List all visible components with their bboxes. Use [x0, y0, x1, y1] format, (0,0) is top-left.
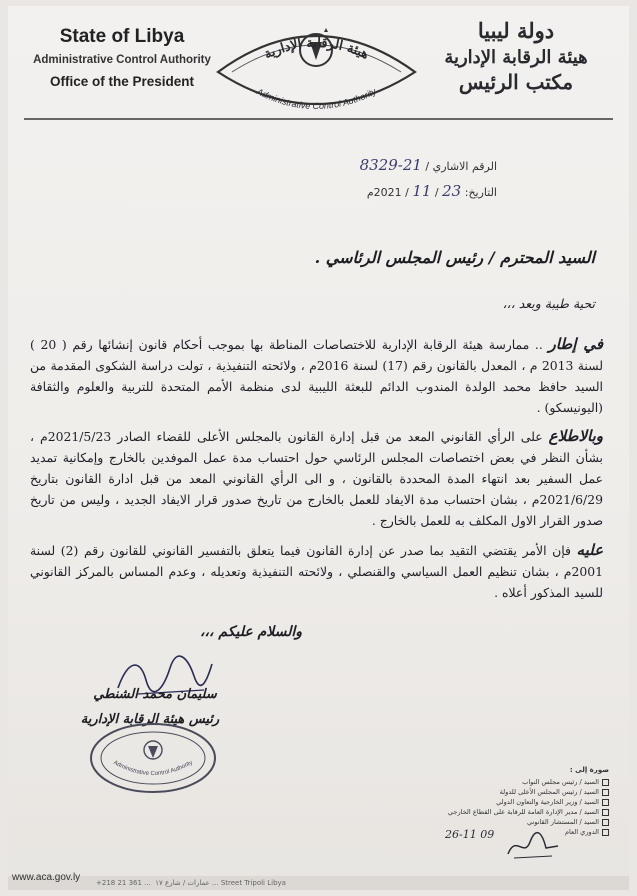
- paragraph-1-lead: في إطار: [548, 335, 603, 353]
- paragraph-1: [30, 334, 603, 418]
- signatory-title: رئيس هيئة الرقابة الإدارية: [80, 712, 220, 727]
- svg-text:هيئة الرقابة الإدارية: [262, 36, 371, 63]
- cc-item: السيد / رئيس المجلس الأعلى للدولة: [375, 787, 609, 797]
- official-seal: [86, 720, 220, 796]
- paragraph-2: [30, 426, 603, 531]
- closing-line: والسلام عليكم ،،،: [200, 624, 302, 640]
- logo-text-ar: هيئة الرقابة الإدارية: [262, 35, 371, 63]
- cc-item: السيد / مدير الإدارة العامة للرقابة على القطاع الخارجي: [375, 807, 609, 817]
- reference-number: 21-8329: [359, 156, 422, 174]
- handwritten-code: 26-11 09: [445, 828, 495, 841]
- office-name-ar: مكتب الرئيس: [458, 70, 574, 94]
- paragraph-2-lead: وبالاطلاع: [548, 427, 604, 445]
- seal-text: Administrative Control Authority: [112, 759, 194, 778]
- checkbox-icon: [602, 819, 609, 826]
- paragraph-3-text: فإن الأمر يقتضي التقيد بما صدر عن إدارة القانون فيما يتعلق بالتفسير القانوني للقانون رقم (2) لسنة 2001م ، بشان تنظيم العمل السياسي والقنصلي ، ولائحته التنفيذية وتعديله ، وعدم المساس بالمركز القانوني للسيد المذكور أعلاه .: [30, 543, 604, 600]
- state-name-en: State of Libya: [59, 26, 185, 47]
- date-year: 2021م: [366, 186, 402, 199]
- handwritten-initials: [502, 824, 562, 864]
- svg-text:Administrative Control Authori: [254, 86, 378, 111]
- paragraph-3-lead: عليه: [576, 541, 604, 559]
- paragraph-3: [30, 540, 603, 603]
- reference-label: الرقم الاشاري /: [425, 160, 497, 173]
- date-day: 23: [442, 182, 462, 200]
- authority-name-en: Administrative Control Authority: [33, 54, 211, 66]
- authority-logo: [214, 14, 419, 116]
- office-name-en: Office of the President: [49, 74, 195, 89]
- date-label: التاريخ:: [464, 186, 497, 199]
- reference-number-line: [360, 152, 497, 178]
- salutation: السيد المحترم / رئيس المجلس الرئاسي .: [314, 248, 595, 267]
- header-divider: [24, 118, 613, 120]
- checkbox-icon: [602, 799, 609, 806]
- logo-text-en: Administrative Control Authority: [255, 86, 378, 112]
- signatory-name: سليمان محمد الشنطي: [93, 687, 217, 702]
- cc-item: السيد / وزير الخارجية والتعاون الدولي: [375, 797, 609, 807]
- cc-list: [375, 766, 609, 841]
- reference-date-line: التاريخ: 23 / 11 / 2021م: [366, 182, 497, 200]
- footer-contact: +218 21 361 ... ‎ ۱۷ عمارات / شارع ... Street Tripoli Libya: [96, 879, 286, 887]
- checkbox-icon: [602, 809, 609, 816]
- greeting: تحية طيبة وبعد ،،،: [502, 296, 595, 311]
- reference-block: [360, 152, 497, 204]
- checkbox-icon: [602, 789, 609, 796]
- svg-text:Administrative Control Authori: [112, 760, 193, 777]
- cc-item: الدوري العام: [375, 827, 609, 837]
- footer-website[interactable]: www.aca.gov.ly: [12, 872, 81, 883]
- cc-item: السيد / المستشار القانوني: [375, 817, 609, 827]
- date-month: 11: [412, 182, 432, 200]
- checkbox-icon: [602, 829, 609, 836]
- header-english: [32, 26, 212, 89]
- paragraph-1-text: .. ممارسة هيئة الرقابة الإدارية للاختصاصات المناطة بها بموجب أحكام قانون إنشائها رقم ( 20 ) لسنة 2013 م ، المعدل بالقانون رقم (17) لسنة 2016م ، ولائحته التنفيذية ، تولت دراسة الشكوى المقدمة من السيد حافظ محمد الولدة المندوب الدائم للبعثة الليبية لدى منظمة الأمم المتحدة للتربية والعلوم والثقافة (اليونيسكو) .: [30, 337, 603, 415]
- cc-heading: صورة إلى :: [569, 766, 609, 774]
- paragraph-2-text: على الرأي القانوني المعد من قبل إدارة القانون بالمجلس الأعلى للقضاء الصادر 2021/5/23م ، بشأن النظر في بعض اختصاصات المجلس الرئاسي حول احتساب مدة عمل الموفدين بالخارج وإمكانية تمديد عمل السفير بعد انتهاء المدة المحددة بالقانون ، و الى الرأي القانوني المعد من قبل ادارة القانون بتاريخ 2021/6/29م ، بشان احتساب مدة الايفاد للعمل بالخارج من تاريخ صدور قرار الايفاد الجديد ، وليس من تاريخ صدور القرار الاول المكلف به للعمل بالخارج .: [30, 429, 603, 528]
- authority-name-ar: هيئة الرقابة الإدارية: [444, 47, 588, 68]
- checkbox-icon: [602, 779, 609, 786]
- header-arabic: [431, 18, 601, 94]
- state-name-ar: دولة ليبيا: [477, 18, 555, 43]
- cc-item: السيد / رئيس مجلس النواب: [375, 777, 609, 787]
